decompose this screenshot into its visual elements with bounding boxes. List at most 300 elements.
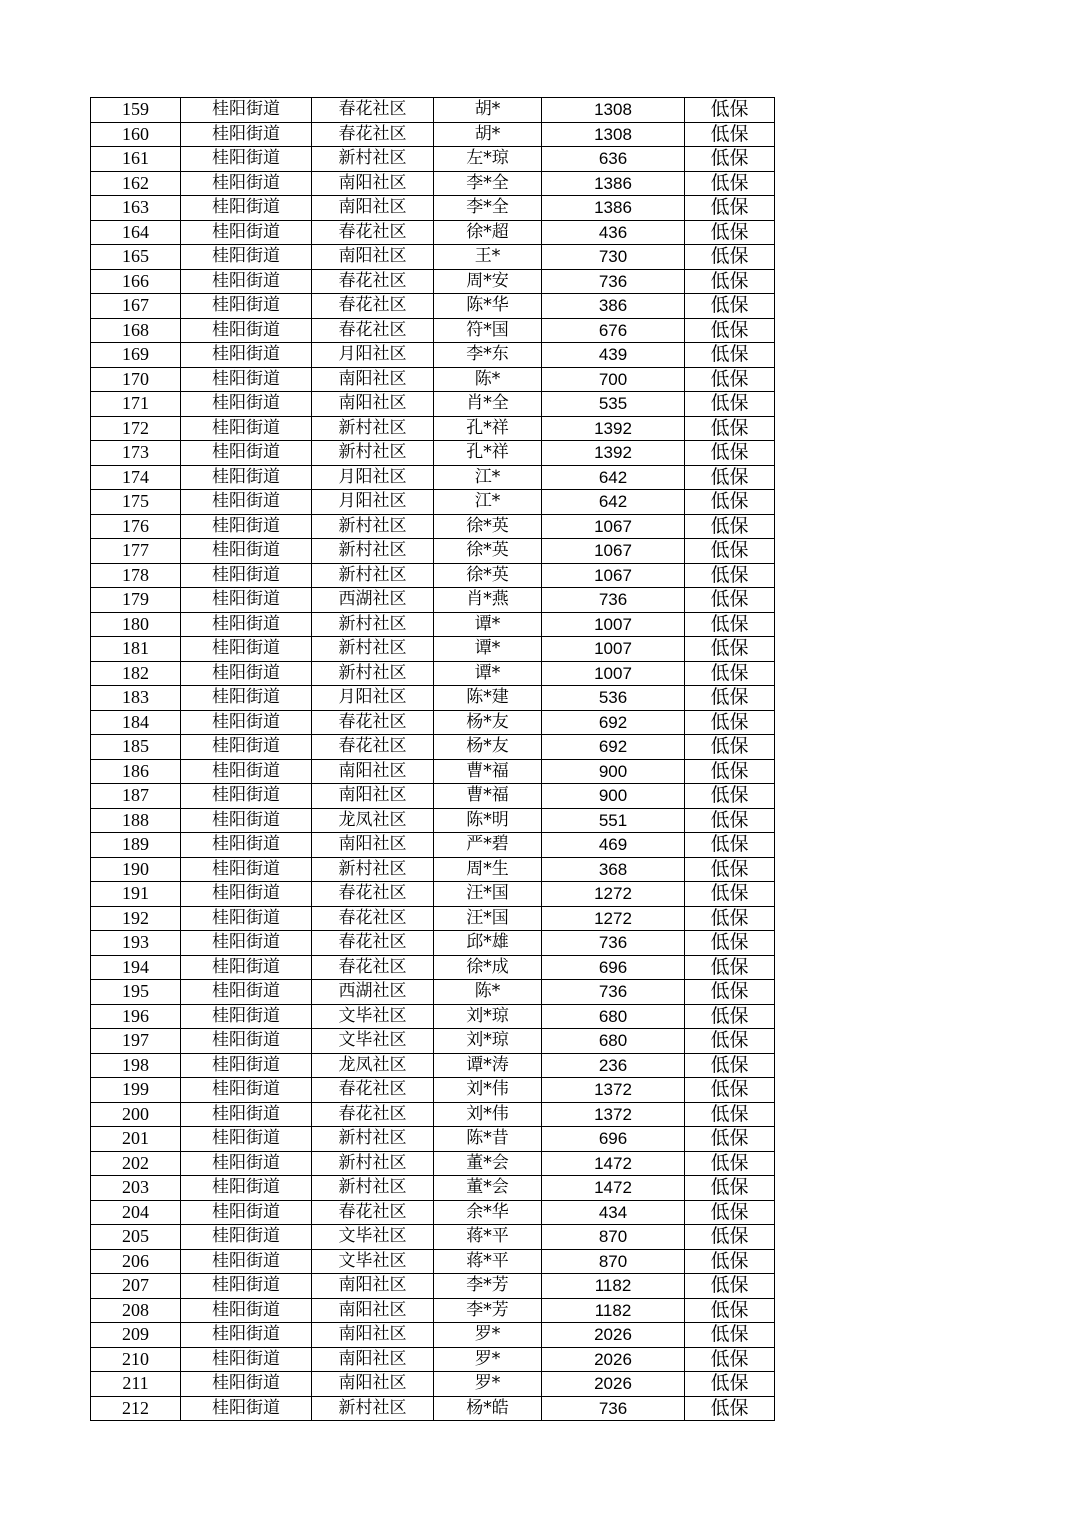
type-cell: 低保 — [685, 1200, 775, 1225]
table-row — [91, 563, 775, 588]
name-cell: 肖*燕 — [434, 588, 542, 613]
amount-cell: 736 — [542, 1396, 685, 1421]
street-cell: 桂阳街道 — [181, 906, 312, 931]
name-cell: 曹*福 — [434, 784, 542, 809]
street-cell: 桂阳街道 — [181, 1347, 312, 1372]
seq-cell: 165 — [91, 245, 181, 270]
type-cell: 低保 — [685, 857, 775, 882]
type-cell: 低保 — [685, 1249, 775, 1274]
table-row — [91, 318, 775, 343]
street-cell: 桂阳街道 — [181, 465, 312, 490]
seq-cell: 201 — [91, 1127, 181, 1152]
name-cell: 李*全 — [434, 196, 542, 221]
seq-cell: 206 — [91, 1249, 181, 1274]
type-cell: 低保 — [685, 1347, 775, 1372]
seq-cell: 167 — [91, 294, 181, 319]
community-cell: 新村社区 — [312, 1127, 434, 1152]
type-cell: 低保 — [685, 1078, 775, 1103]
name-cell: 刘*琼 — [434, 1029, 542, 1054]
seq-cell: 162 — [91, 171, 181, 196]
street-cell: 桂阳街道 — [181, 196, 312, 221]
community-cell: 春花社区 — [312, 955, 434, 980]
amount-cell: 535 — [542, 392, 685, 417]
seq-cell: 212 — [91, 1396, 181, 1421]
type-cell: 低保 — [685, 514, 775, 539]
street-cell: 桂阳街道 — [181, 612, 312, 637]
street-cell: 桂阳街道 — [181, 1298, 312, 1323]
type-cell: 低保 — [685, 539, 775, 564]
type-cell: 低保 — [685, 269, 775, 294]
community-cell: 春花社区 — [312, 220, 434, 245]
name-cell: 谭*涛 — [434, 1053, 542, 1078]
table-row — [91, 1127, 775, 1152]
name-cell: 刘*伟 — [434, 1102, 542, 1127]
name-cell: 李*东 — [434, 343, 542, 368]
street-cell: 桂阳街道 — [181, 1176, 312, 1201]
street-cell: 桂阳街道 — [181, 980, 312, 1005]
amount-cell: 2026 — [542, 1347, 685, 1372]
name-cell: 左*琼 — [434, 147, 542, 172]
amount-cell: 1392 — [542, 416, 685, 441]
community-cell: 春花社区 — [312, 98, 434, 123]
table-row — [91, 784, 775, 809]
seq-cell: 179 — [91, 588, 181, 613]
street-cell: 桂阳街道 — [181, 686, 312, 711]
name-cell: 李*芳 — [434, 1298, 542, 1323]
table-row — [91, 245, 775, 270]
table-body — [91, 98, 775, 1421]
table-row — [91, 416, 775, 441]
seq-cell: 196 — [91, 1004, 181, 1029]
street-cell: 桂阳街道 — [181, 245, 312, 270]
seq-cell: 195 — [91, 980, 181, 1005]
street-cell: 桂阳街道 — [181, 539, 312, 564]
community-cell: 南阳社区 — [312, 196, 434, 221]
community-cell: 月阳社区 — [312, 343, 434, 368]
community-cell: 月阳社区 — [312, 686, 434, 711]
amount-cell: 1007 — [542, 612, 685, 637]
community-cell: 文毕社区 — [312, 1249, 434, 1274]
seq-cell: 183 — [91, 686, 181, 711]
table-row — [91, 1225, 775, 1250]
table-row — [91, 1372, 775, 1397]
table-row — [91, 294, 775, 319]
amount-cell: 900 — [542, 784, 685, 809]
name-cell: 徐*超 — [434, 220, 542, 245]
street-cell: 桂阳街道 — [181, 808, 312, 833]
table-row — [91, 269, 775, 294]
community-cell: 南阳社区 — [312, 392, 434, 417]
name-cell: 徐*英 — [434, 514, 542, 539]
amount-cell: 436 — [542, 220, 685, 245]
amount-cell: 368 — [542, 857, 685, 882]
amount-cell: 692 — [542, 735, 685, 760]
amount-cell: 1372 — [542, 1102, 685, 1127]
community-cell: 春花社区 — [312, 882, 434, 907]
name-cell: 孔*祥 — [434, 416, 542, 441]
street-cell: 桂阳街道 — [181, 1029, 312, 1054]
name-cell: 符*国 — [434, 318, 542, 343]
seq-cell: 163 — [91, 196, 181, 221]
table-row — [91, 612, 775, 637]
street-cell: 桂阳街道 — [181, 931, 312, 956]
type-cell: 低保 — [685, 588, 775, 613]
name-cell: 徐*英 — [434, 563, 542, 588]
seq-cell: 198 — [91, 1053, 181, 1078]
table-row — [91, 637, 775, 662]
table-row — [91, 171, 775, 196]
community-cell: 南阳社区 — [312, 171, 434, 196]
type-cell: 低保 — [685, 171, 775, 196]
type-cell: 低保 — [685, 245, 775, 270]
seq-cell: 190 — [91, 857, 181, 882]
table-row — [91, 343, 775, 368]
street-cell: 桂阳街道 — [181, 784, 312, 809]
type-cell: 低保 — [685, 1298, 775, 1323]
type-cell: 低保 — [685, 1274, 775, 1299]
table-row — [91, 1200, 775, 1225]
seq-cell: 193 — [91, 931, 181, 956]
street-cell: 桂阳街道 — [181, 220, 312, 245]
seq-cell: 202 — [91, 1151, 181, 1176]
community-cell: 南阳社区 — [312, 245, 434, 270]
seq-cell: 168 — [91, 318, 181, 343]
street-cell: 桂阳街道 — [181, 147, 312, 172]
street-cell: 桂阳街道 — [181, 367, 312, 392]
name-cell: 陈*明 — [434, 808, 542, 833]
seq-cell: 192 — [91, 906, 181, 931]
community-cell: 春花社区 — [312, 1078, 434, 1103]
amount-cell: 1392 — [542, 441, 685, 466]
name-cell: 李*芳 — [434, 1274, 542, 1299]
street-cell: 桂阳街道 — [181, 637, 312, 662]
name-cell: 蒋*平 — [434, 1225, 542, 1250]
community-cell: 新村社区 — [312, 1396, 434, 1421]
amount-cell: 900 — [542, 759, 685, 784]
name-cell: 汪*国 — [434, 882, 542, 907]
community-cell: 春花社区 — [312, 294, 434, 319]
amount-cell: 696 — [542, 955, 685, 980]
table-row — [91, 1102, 775, 1127]
amount-cell: 236 — [542, 1053, 685, 1078]
amount-cell: 870 — [542, 1249, 685, 1274]
type-cell: 低保 — [685, 318, 775, 343]
seq-cell: 178 — [91, 563, 181, 588]
type-cell: 低保 — [685, 1029, 775, 1054]
community-cell: 新村社区 — [312, 661, 434, 686]
seq-cell: 204 — [91, 1200, 181, 1225]
street-cell: 桂阳街道 — [181, 343, 312, 368]
street-cell: 桂阳街道 — [181, 857, 312, 882]
street-cell: 桂阳街道 — [181, 1078, 312, 1103]
type-cell: 低保 — [685, 98, 775, 123]
street-cell: 桂阳街道 — [181, 514, 312, 539]
amount-cell: 676 — [542, 318, 685, 343]
seq-cell: 161 — [91, 147, 181, 172]
amount-cell: 696 — [542, 1127, 685, 1152]
community-cell: 新村社区 — [312, 637, 434, 662]
type-cell: 低保 — [685, 343, 775, 368]
table-row — [91, 833, 775, 858]
amount-cell: 680 — [542, 1029, 685, 1054]
type-cell: 低保 — [685, 465, 775, 490]
seq-cell: 166 — [91, 269, 181, 294]
table-row — [91, 882, 775, 907]
community-cell: 春花社区 — [312, 122, 434, 147]
type-cell: 低保 — [685, 1372, 775, 1397]
name-cell: 陈* — [434, 980, 542, 1005]
type-cell: 低保 — [685, 1127, 775, 1152]
seq-cell: 208 — [91, 1298, 181, 1323]
seq-cell: 160 — [91, 122, 181, 147]
table-row — [91, 98, 775, 123]
amount-cell: 680 — [542, 1004, 685, 1029]
street-cell: 桂阳街道 — [181, 171, 312, 196]
name-cell: 罗* — [434, 1372, 542, 1397]
name-cell: 曹*福 — [434, 759, 542, 784]
seq-cell: 164 — [91, 220, 181, 245]
amount-cell: 1067 — [542, 514, 685, 539]
street-cell: 桂阳街道 — [181, 392, 312, 417]
street-cell: 桂阳街道 — [181, 1127, 312, 1152]
community-cell: 南阳社区 — [312, 784, 434, 809]
type-cell: 低保 — [685, 637, 775, 662]
table-row — [91, 857, 775, 882]
name-cell: 杨*友 — [434, 710, 542, 735]
amount-cell: 692 — [542, 710, 685, 735]
name-cell: 肖*全 — [434, 392, 542, 417]
amount-cell: 1372 — [542, 1078, 685, 1103]
street-cell: 桂阳街道 — [181, 294, 312, 319]
community-cell: 新村社区 — [312, 514, 434, 539]
name-cell: 谭* — [434, 661, 542, 686]
street-cell: 桂阳街道 — [181, 710, 312, 735]
street-cell: 桂阳街道 — [181, 490, 312, 515]
street-cell: 桂阳街道 — [181, 588, 312, 613]
type-cell: 低保 — [685, 294, 775, 319]
name-cell: 陈* — [434, 367, 542, 392]
table-row — [91, 196, 775, 221]
name-cell: 江* — [434, 465, 542, 490]
amount-cell: 1182 — [542, 1274, 685, 1299]
name-cell: 胡* — [434, 122, 542, 147]
table-row — [91, 147, 775, 172]
name-cell: 王* — [434, 245, 542, 270]
seq-cell: 191 — [91, 882, 181, 907]
table-row — [91, 661, 775, 686]
community-cell: 春花社区 — [312, 269, 434, 294]
community-cell: 月阳社区 — [312, 465, 434, 490]
street-cell: 桂阳街道 — [181, 1323, 312, 1348]
community-cell: 春花社区 — [312, 318, 434, 343]
table-row — [91, 1274, 775, 1299]
amount-cell: 1067 — [542, 539, 685, 564]
amount-cell: 870 — [542, 1225, 685, 1250]
table-row — [91, 980, 775, 1005]
street-cell: 桂阳街道 — [181, 122, 312, 147]
table-row — [91, 441, 775, 466]
street-cell: 桂阳街道 — [181, 416, 312, 441]
type-cell: 低保 — [685, 955, 775, 980]
table-row — [91, 906, 775, 931]
seq-cell: 210 — [91, 1347, 181, 1372]
seq-cell: 186 — [91, 759, 181, 784]
type-cell: 低保 — [685, 1396, 775, 1421]
amount-cell: 1472 — [542, 1151, 685, 1176]
table-row — [91, 1004, 775, 1029]
seq-cell: 211 — [91, 1372, 181, 1397]
type-cell: 低保 — [685, 882, 775, 907]
amount-cell: 551 — [542, 808, 685, 833]
street-cell: 桂阳街道 — [181, 563, 312, 588]
street-cell: 桂阳街道 — [181, 735, 312, 760]
community-cell: 新村社区 — [312, 1176, 434, 1201]
seq-cell: 159 — [91, 98, 181, 123]
type-cell: 低保 — [685, 735, 775, 760]
community-cell: 西湖社区 — [312, 980, 434, 1005]
amount-cell: 730 — [542, 245, 685, 270]
table-row — [91, 1347, 775, 1372]
community-cell: 南阳社区 — [312, 1323, 434, 1348]
table-row — [91, 392, 775, 417]
community-cell: 新村社区 — [312, 416, 434, 441]
table-row — [91, 490, 775, 515]
community-cell: 春花社区 — [312, 931, 434, 956]
name-cell: 周*安 — [434, 269, 542, 294]
type-cell: 低保 — [685, 1151, 775, 1176]
amount-cell: 642 — [542, 490, 685, 515]
table-row — [91, 220, 775, 245]
amount-cell: 642 — [542, 465, 685, 490]
name-cell: 周*生 — [434, 857, 542, 882]
type-cell: 低保 — [685, 196, 775, 221]
seq-cell: 171 — [91, 392, 181, 417]
type-cell: 低保 — [685, 122, 775, 147]
seq-cell: 180 — [91, 612, 181, 637]
amount-cell: 1272 — [542, 882, 685, 907]
street-cell: 桂阳街道 — [181, 1102, 312, 1127]
table-row — [91, 710, 775, 735]
seq-cell: 185 — [91, 735, 181, 760]
name-cell: 严*碧 — [434, 833, 542, 858]
type-cell: 低保 — [685, 441, 775, 466]
type-cell: 低保 — [685, 367, 775, 392]
seq-cell: 170 — [91, 367, 181, 392]
street-cell: 桂阳街道 — [181, 1151, 312, 1176]
type-cell: 低保 — [685, 980, 775, 1005]
table-row — [91, 1298, 775, 1323]
name-cell: 陈*华 — [434, 294, 542, 319]
table-row — [91, 759, 775, 784]
community-cell: 春花社区 — [312, 735, 434, 760]
table-row — [91, 367, 775, 392]
seq-cell: 175 — [91, 490, 181, 515]
name-cell: 杨*友 — [434, 735, 542, 760]
name-cell: 罗* — [434, 1323, 542, 1348]
type-cell: 低保 — [685, 1176, 775, 1201]
type-cell: 低保 — [685, 784, 775, 809]
amount-cell: 469 — [542, 833, 685, 858]
seq-cell: 169 — [91, 343, 181, 368]
community-cell: 春花社区 — [312, 710, 434, 735]
name-cell: 董*会 — [434, 1151, 542, 1176]
table-row — [91, 465, 775, 490]
seq-cell: 184 — [91, 710, 181, 735]
street-cell: 桂阳街道 — [181, 759, 312, 784]
seq-cell: 203 — [91, 1176, 181, 1201]
name-cell: 邱*雄 — [434, 931, 542, 956]
seq-cell: 199 — [91, 1078, 181, 1103]
type-cell: 低保 — [685, 710, 775, 735]
community-cell: 龙凤社区 — [312, 1053, 434, 1078]
table-row — [91, 1396, 775, 1421]
name-cell: 徐*英 — [434, 539, 542, 564]
table-row — [91, 955, 775, 980]
amount-cell: 1007 — [542, 637, 685, 662]
amount-cell: 1308 — [542, 122, 685, 147]
amount-cell: 1386 — [542, 196, 685, 221]
seq-cell: 207 — [91, 1274, 181, 1299]
table-row — [91, 1053, 775, 1078]
seq-cell: 209 — [91, 1323, 181, 1348]
name-cell: 孔*祥 — [434, 441, 542, 466]
amount-cell: 434 — [542, 1200, 685, 1225]
seq-cell: 188 — [91, 808, 181, 833]
community-cell: 新村社区 — [312, 441, 434, 466]
community-cell: 新村社区 — [312, 1151, 434, 1176]
name-cell: 董*会 — [434, 1176, 542, 1201]
type-cell: 低保 — [685, 906, 775, 931]
type-cell: 低保 — [685, 661, 775, 686]
seq-cell: 200 — [91, 1102, 181, 1127]
amount-cell: 736 — [542, 980, 685, 1005]
street-cell: 桂阳街道 — [181, 882, 312, 907]
seq-cell: 172 — [91, 416, 181, 441]
street-cell: 桂阳街道 — [181, 1225, 312, 1250]
street-cell: 桂阳街道 — [181, 833, 312, 858]
type-cell: 低保 — [685, 612, 775, 637]
name-cell: 谭* — [434, 612, 542, 637]
street-cell: 桂阳街道 — [181, 318, 312, 343]
amount-cell: 386 — [542, 294, 685, 319]
table-row — [91, 808, 775, 833]
name-cell: 谭* — [434, 637, 542, 662]
seq-cell: 182 — [91, 661, 181, 686]
amount-cell: 636 — [542, 147, 685, 172]
community-cell: 西湖社区 — [312, 588, 434, 613]
seq-cell: 174 — [91, 465, 181, 490]
amount-cell: 536 — [542, 686, 685, 711]
name-cell: 罗* — [434, 1347, 542, 1372]
street-cell: 桂阳街道 — [181, 441, 312, 466]
type-cell: 低保 — [685, 1225, 775, 1250]
community-cell: 南阳社区 — [312, 1372, 434, 1397]
amount-cell: 736 — [542, 588, 685, 613]
type-cell: 低保 — [685, 563, 775, 588]
community-cell: 文毕社区 — [312, 1004, 434, 1029]
community-cell: 南阳社区 — [312, 1274, 434, 1299]
table-row — [91, 1151, 775, 1176]
seq-cell: 176 — [91, 514, 181, 539]
street-cell: 桂阳街道 — [181, 98, 312, 123]
name-cell: 陈*昔 — [434, 1127, 542, 1152]
community-cell: 春花社区 — [312, 1102, 434, 1127]
community-cell: 南阳社区 — [312, 1347, 434, 1372]
table-row — [91, 514, 775, 539]
community-cell: 新村社区 — [312, 147, 434, 172]
street-cell: 桂阳街道 — [181, 1396, 312, 1421]
table-row — [91, 588, 775, 613]
